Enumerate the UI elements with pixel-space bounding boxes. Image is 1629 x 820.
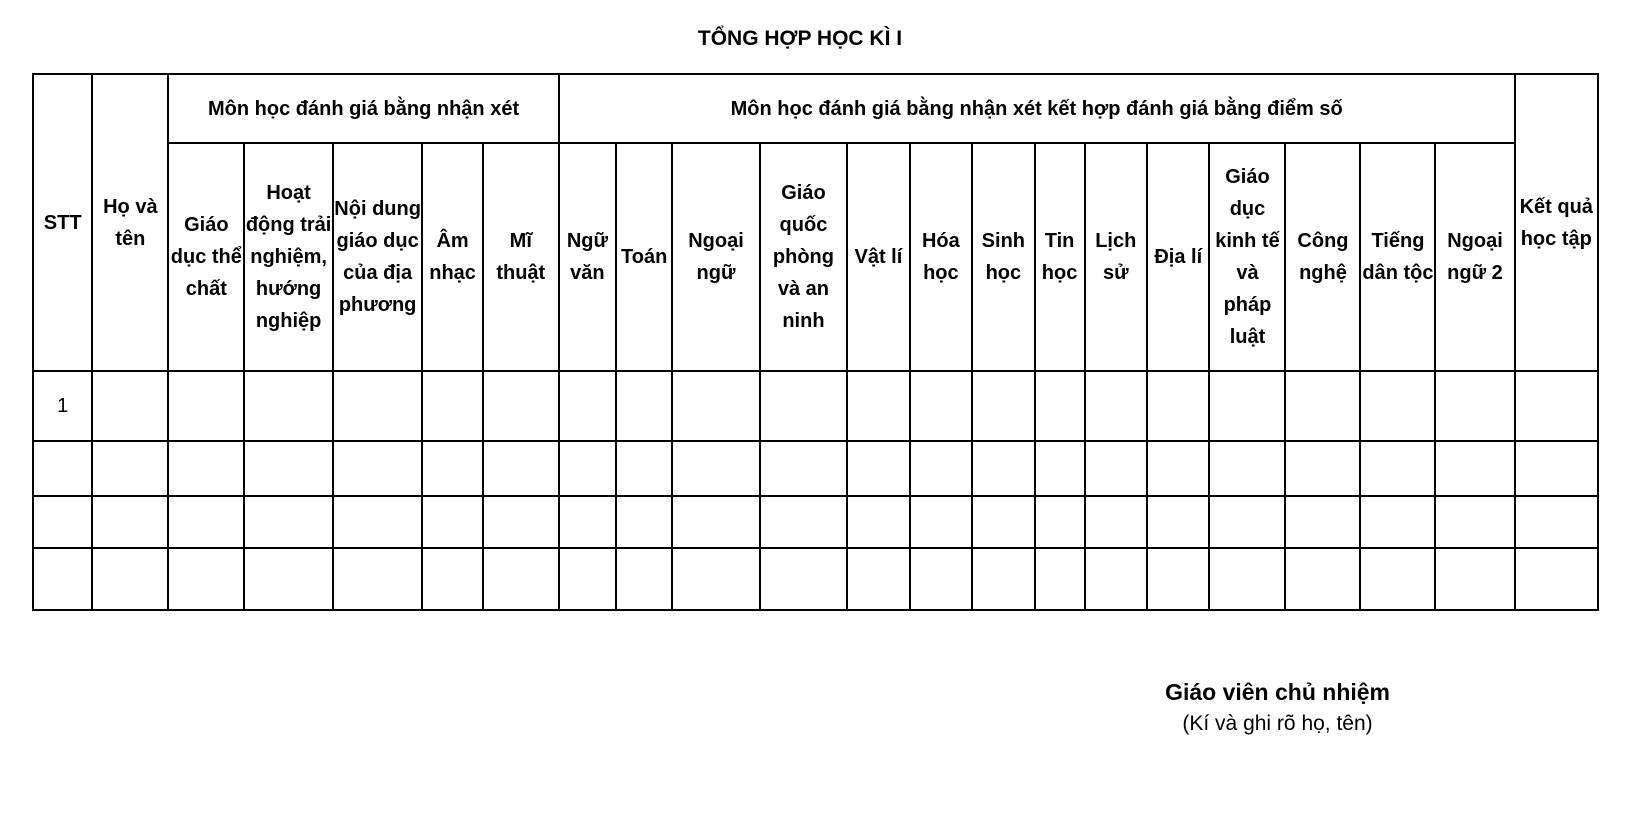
table-cell <box>1285 548 1360 610</box>
table-cell <box>1085 371 1147 441</box>
table-cell <box>616 441 672 496</box>
table-cell <box>910 441 972 496</box>
table-cell <box>616 371 672 441</box>
table-cell <box>422 548 482 610</box>
table-cell <box>483 548 559 610</box>
table-cell <box>244 496 333 548</box>
subject-header: Ngoại ngữ <box>672 143 759 371</box>
stt-cell <box>33 496 92 548</box>
table-cell <box>559 441 616 496</box>
table-cell <box>1515 441 1598 496</box>
stt-cell: 1 <box>33 371 92 441</box>
table-cell <box>422 441 482 496</box>
table-cell <box>168 496 244 548</box>
table-cell <box>1209 548 1285 610</box>
subject-header: Mĩ thuật <box>483 143 559 371</box>
table-cell <box>972 371 1034 441</box>
table-cell <box>559 548 616 610</box>
subject-header: Hoạt động trải nghiệm, hướng nghiệp <box>244 143 333 371</box>
table-cell <box>559 496 616 548</box>
table-cell <box>1435 371 1514 441</box>
table-cell <box>1209 441 1285 496</box>
signer-note: (Kí và ghi rõ họ, tên) <box>1182 712 1373 735</box>
table-cell <box>616 548 672 610</box>
table-cell <box>1209 496 1285 548</box>
table-cell <box>972 496 1034 548</box>
table-cell <box>333 496 423 548</box>
table-cell <box>910 548 972 610</box>
subject-header: Lịch sử <box>1085 143 1147 371</box>
table-cell <box>1515 496 1598 548</box>
table-cell <box>1360 441 1435 496</box>
table-row <box>33 496 1598 548</box>
table-cell <box>244 371 333 441</box>
table-cell <box>1147 371 1209 441</box>
table-cell <box>422 371 482 441</box>
table-row <box>33 371 1598 441</box>
signature-block <box>1165 676 1390 740</box>
table-cell <box>1085 441 1147 496</box>
table-cell <box>1285 371 1360 441</box>
table-cell <box>1209 371 1285 441</box>
stt-header: STT <box>33 74 92 371</box>
table-cell <box>333 371 423 441</box>
table-cell <box>244 548 333 610</box>
table-cell <box>1435 496 1514 548</box>
table-cell <box>244 441 333 496</box>
subject-header: Hóa học <box>910 143 972 371</box>
table-cell <box>333 548 423 610</box>
group-comment-header: Môn học đánh giá bằng nhận xét <box>168 74 558 143</box>
name-header: Họ và tên <box>92 74 168 371</box>
table-cell <box>1515 548 1598 610</box>
table-cell <box>1435 548 1514 610</box>
table-cell <box>333 441 423 496</box>
table-cell <box>672 496 759 548</box>
result-header: Kết quả học tập <box>1515 74 1598 371</box>
subject-header: Công nghệ <box>1285 143 1360 371</box>
table-cell <box>1085 548 1147 610</box>
table-cell <box>168 548 244 610</box>
table-cell <box>1085 496 1147 548</box>
table-cell <box>847 548 909 610</box>
table-cell <box>847 441 909 496</box>
subject-header: Ngữ văn <box>559 143 616 371</box>
table-cell <box>1035 496 1085 548</box>
table-cell <box>168 371 244 441</box>
table-cell <box>760 371 847 441</box>
subject-header: Nội dung giáo dục của địa phương <box>333 143 423 371</box>
table-cell <box>1035 441 1085 496</box>
signer-role: Giáo viên chủ nhiệm <box>1165 679 1390 705</box>
table-cell <box>483 496 559 548</box>
subject-header: Giáo dục thể chất <box>168 143 244 371</box>
group-combined-header: Môn học đánh giá bằng nhận xét kết hợp đánh giá bằng điểm số <box>559 74 1515 143</box>
table-cell <box>972 548 1034 610</box>
table-cell <box>422 496 482 548</box>
table-cell <box>1147 496 1209 548</box>
table-cell <box>672 441 759 496</box>
table-cell <box>847 496 909 548</box>
table-cell <box>92 548 168 610</box>
table-cell <box>672 371 759 441</box>
subject-header: Tiếng dân tộc <box>1360 143 1435 371</box>
subject-header: Tin học <box>1035 143 1085 371</box>
table-cell <box>672 548 759 610</box>
table-row <box>33 441 1598 496</box>
subject-header: Địa lí <box>1147 143 1209 371</box>
table-cell <box>910 496 972 548</box>
subject-header: Ngoại ngữ 2 <box>1435 143 1514 371</box>
table-row <box>33 548 1598 610</box>
table-cell <box>1360 371 1435 441</box>
table-cell <box>92 371 168 441</box>
table-cell <box>559 371 616 441</box>
subject-header: Giáo quốc phòng và an ninh <box>760 143 847 371</box>
table-cell <box>760 548 847 610</box>
stt-cell <box>33 441 92 496</box>
table-cell <box>1147 548 1209 610</box>
table-cell <box>168 441 244 496</box>
table-cell <box>483 441 559 496</box>
table-cell <box>1360 496 1435 548</box>
table-cell <box>616 496 672 548</box>
table-cell <box>92 441 168 496</box>
table-cell <box>1515 371 1598 441</box>
subject-header: Giáo dục kinh tế và pháp luật <box>1209 143 1285 371</box>
table-cell <box>1147 441 1209 496</box>
page-title: TỔNG HỢP HỌC KÌ I <box>697 27 903 50</box>
summary-table <box>32 73 1599 611</box>
table-cell <box>1035 371 1085 441</box>
table-cell <box>1285 496 1360 548</box>
table-cell <box>910 371 972 441</box>
stt-cell <box>33 548 92 610</box>
table-cell <box>1285 441 1360 496</box>
table-cell <box>760 441 847 496</box>
subject-header: Sinh học <box>972 143 1034 371</box>
table-cell <box>483 371 559 441</box>
table-cell <box>1035 548 1085 610</box>
table-cell <box>1435 441 1514 496</box>
table-cell <box>760 496 847 548</box>
table-cell <box>92 496 168 548</box>
subject-header: Vật lí <box>847 143 909 371</box>
subject-header: Âm nhạc <box>422 143 482 371</box>
subject-header: Toán <box>616 143 672 371</box>
table-cell <box>847 371 909 441</box>
table-cell <box>1360 548 1435 610</box>
table-cell <box>972 441 1034 496</box>
